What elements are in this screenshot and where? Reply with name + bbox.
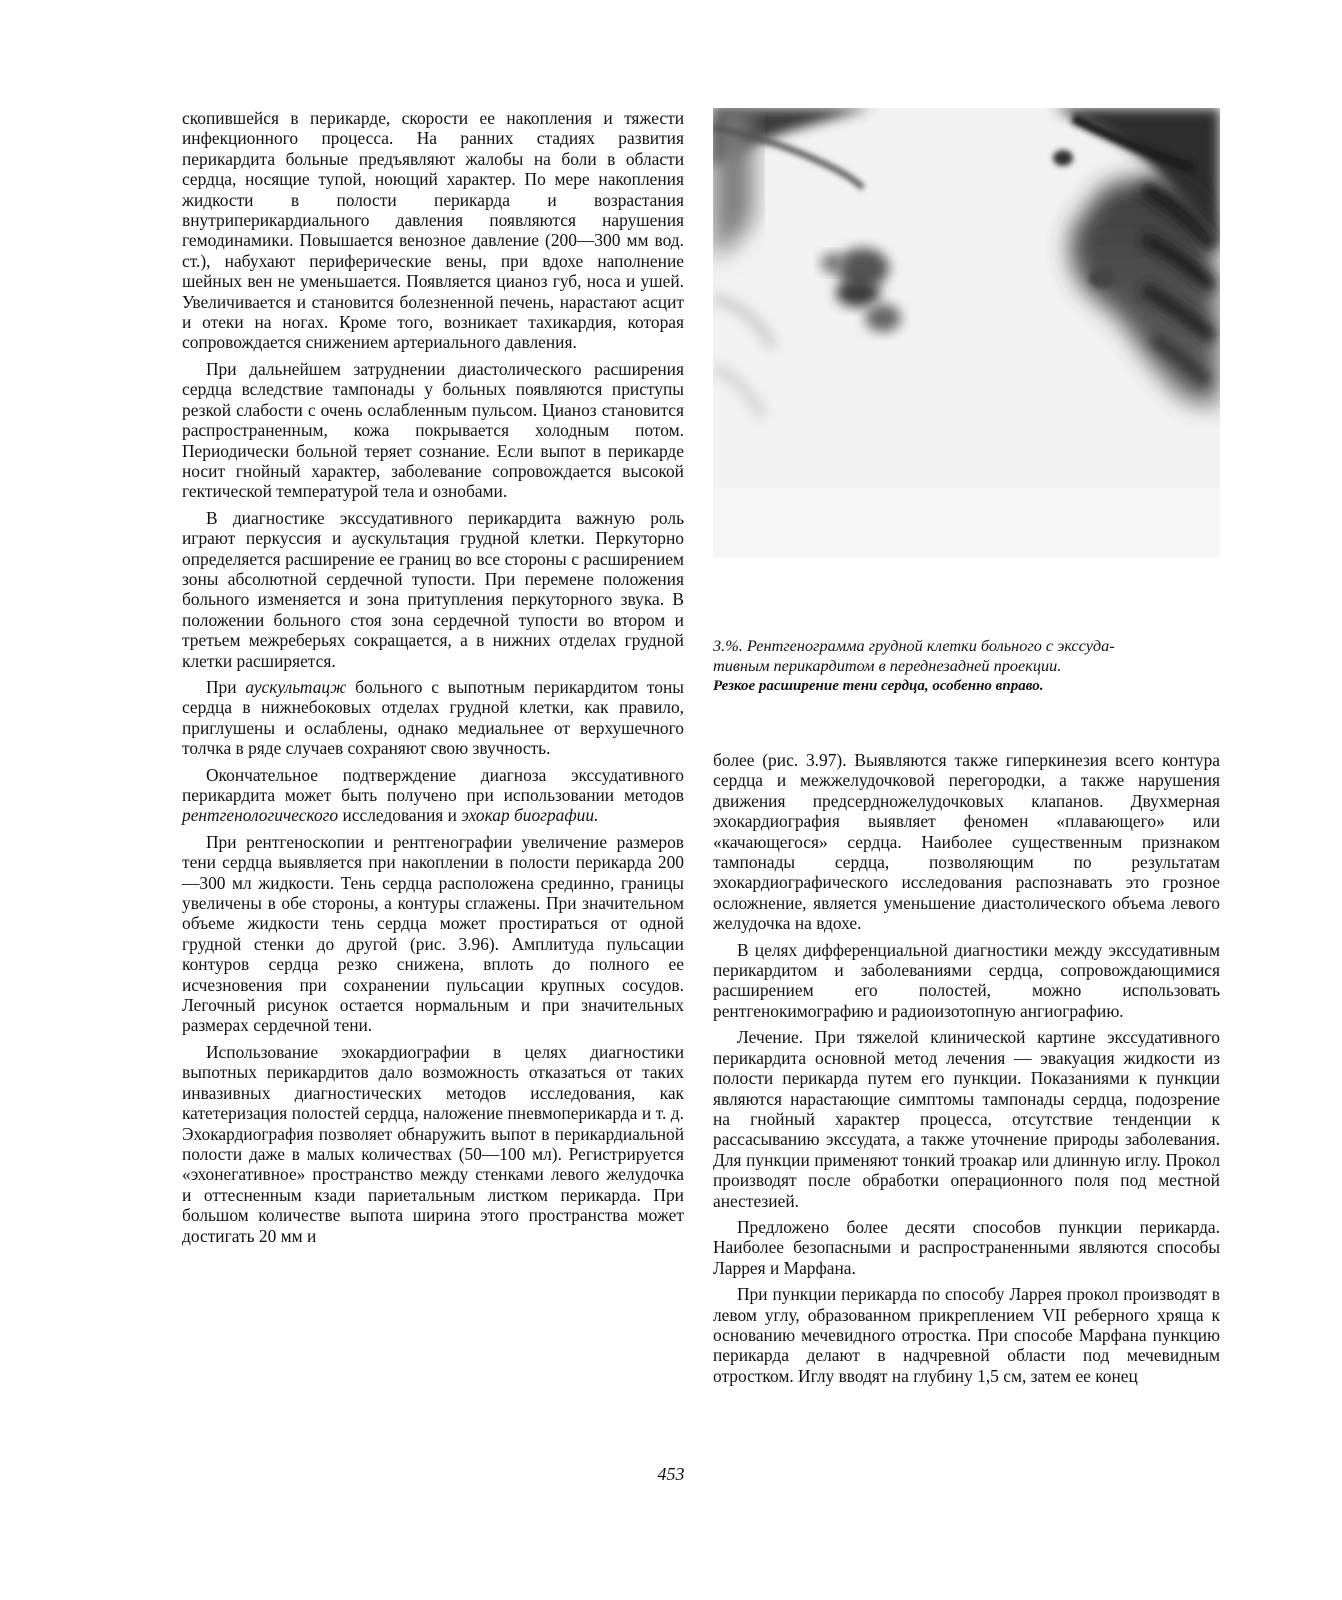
paragraph: В целях дифференциальной диагностики между экссудативным перикардитом и заболеваниями сердца, сопровождающимися расширением его полостей, можно использовать рентгенокимографию и радиоизотопную ангиографию. <box>713 939 1220 1021</box>
text-run: больного с выпотным перикардитом тоны сердца в нижнебоковых отделах грудной клетки, как правило, приглушены и ослаблены, однако медиальнее от верхушечного толчка в ряде случаев сохраняют свою звучность. <box>182 676 684 759</box>
italic-term: эхокар биографии. <box>461 805 599 826</box>
text-run: Окончательное подтверждение диагноза экссудативного перикардита может быть получено при использовании методов <box>182 764 684 805</box>
paragraph <box>182 677 684 759</box>
text-run: При <box>206 676 237 697</box>
paragraph: При дальнейшем затруднении диастолического расширения сердца вследствие тампонады у больных появляются приступы резкой слабости с очень ослабленным пульсом. Цианоз становится распространенным, кожа покрывается холодным потом. Периодически больной теряет сознание. Если выпот в перикарде носит гнойный характер, заболевание сопровождается высокой гектической температурой тела и ознобами. <box>182 358 684 502</box>
page-number: 453 <box>657 1464 685 1484</box>
right-text-column <box>713 750 1220 1386</box>
paragraph: При пункции перикарда по способу Ларрея прокол производят в левом углу, образованном прикреплением VII реберного хряща к основанию мечевидного отростка. При способе Марфана пункцию перикарда делают в надчревной области под мечевидным отростком. Иглу вводят на глубину 1,5 см, затем ее конец <box>713 1284 1220 1386</box>
left-text-column <box>182 108 684 1246</box>
paragraph: Использование эхокардиографии в целях диагностики выпотных перикардитов дало возможность отказаться от таких инвазивных диагностических методов исследования, как катетеризация полостей сердца, наложение пневмоперикарда и т. д. Эхокардиография позволяет обнаружить выпот в перикардиальной полости даже в малых количествах (50—100 мл). Регистрируется «эхонегативное» пространство между стенками левого желудочка и оттесненным кзади париетальным листком перикарда. При большом количестве выпота ширина этого пространства может достигать 20 мм и <box>182 1041 684 1246</box>
paragraph: Лечение. При тяжелой клинической картине экссудативного перикардита основной метод лечения — эвакуация жидкости из полости перикарда путем его пункции. Показаниями к пункции являются нарастающие симптомы тампонады сердца, подозрение на гнойный характер процесса, отсутствие тенденции к рассасыванию экссудата, а также уточнение природы заболевания. Для пункции применяют тонкий троакар или длинную иглу. Прокол производят после обработки операционного поля под местной анестезией. <box>713 1027 1220 1211</box>
paragraph <box>182 765 684 826</box>
caption-line: тивным перикардитом в переднезадней проекции. <box>713 656 1062 675</box>
text-run: исследования и <box>342 805 457 826</box>
italic-term: рентгенологического <box>182 805 339 826</box>
paragraph: более (рис. 3.97). Выявляются также гиперкинезия всего контура сердца и межжелудочковой перегородки, а также нарушения движения предсердножелудочковых клапанов. Двухмерная эхокардиография выявляет феномен «плавающего» или «качающегося» сердца. Наиболее существенным признаком тампонады сердца, позволяющим по результатам эхокардиографического исследования распознавать это грозное осложнение, является уменьшение диастолического объема левого желудочка на вдохе. <box>713 750 1220 934</box>
paragraph: Предложено более десяти способов пункции перикарда. Наиболее безопасными и распространенными являются способы Ларрея и Марфана. <box>713 1216 1220 1278</box>
caption-note: Резкое расширение тени сердца, особенно вправо. <box>713 678 1044 694</box>
paragraph: В диагностике экссудативного перикардита важную роль играют перкуссия и аускультация грудной клетки. Перкуторно определяется расширение ее границ во все стороны с расширением зоны абсолютной сердечной тупости. При перемене положения больного изменяется и зона притупления перкуторного звука. В положении больного стоя зона сердечной тупости во втором и третьем межреберьях сокращается, а в нижних отделах грудной клетки расширяется. <box>182 507 684 671</box>
chest-xray-image <box>713 108 1220 558</box>
paragraph: При рентгеноскопии и рентгенографии увеличение размеров тени сердца выявляется при накоплении в полости перикарда 200—300 мл жидкости. Тень сердца расположена срединно, границы увеличены в обе стороны, а контуры сглажены. При значительном объеме жидкости тень сердца может простираться от одной грудной стенки до другой (рис. 3.96). Амплитуда пульсации контуров сердца резко снижена, вплоть до полного ее исчезновения при сохранении пульсации крупных сосудов. Легочный рисунок остается нормальным и при значительных размерах сердечной тени. <box>182 831 684 1036</box>
figure-caption <box>713 636 1233 696</box>
paragraph: скопившейся в перикарде, скорости ее накопления и тяжести инфекционного процесса. На ранних стадиях развития перикардита больные предъявляют жалобы на боли в области сердца, носящие тупой, ноющий характер. По мере накопления жидкости в полости перикарда и возрастания внутриперикардиального давления появляются нарушения гемодинамики. Повышается венозное давление (200—300 мм вод. ст.), набухают периферические вены, при вдохе наполнение шейных вен не уменьшается. Появляется цианоз губ, носа и ушей. Увеличивается и становится болезненной печень, нарастают асцит и отеки на ногах. Кроме того, возникает тахикардия, которая сопровождается снижением артериального давления. <box>182 108 684 353</box>
caption-line: 3.%. Рентгенограмма грудной клетки больного с экссуда- <box>713 636 1115 655</box>
italic-term: аускультацж <box>245 676 347 697</box>
